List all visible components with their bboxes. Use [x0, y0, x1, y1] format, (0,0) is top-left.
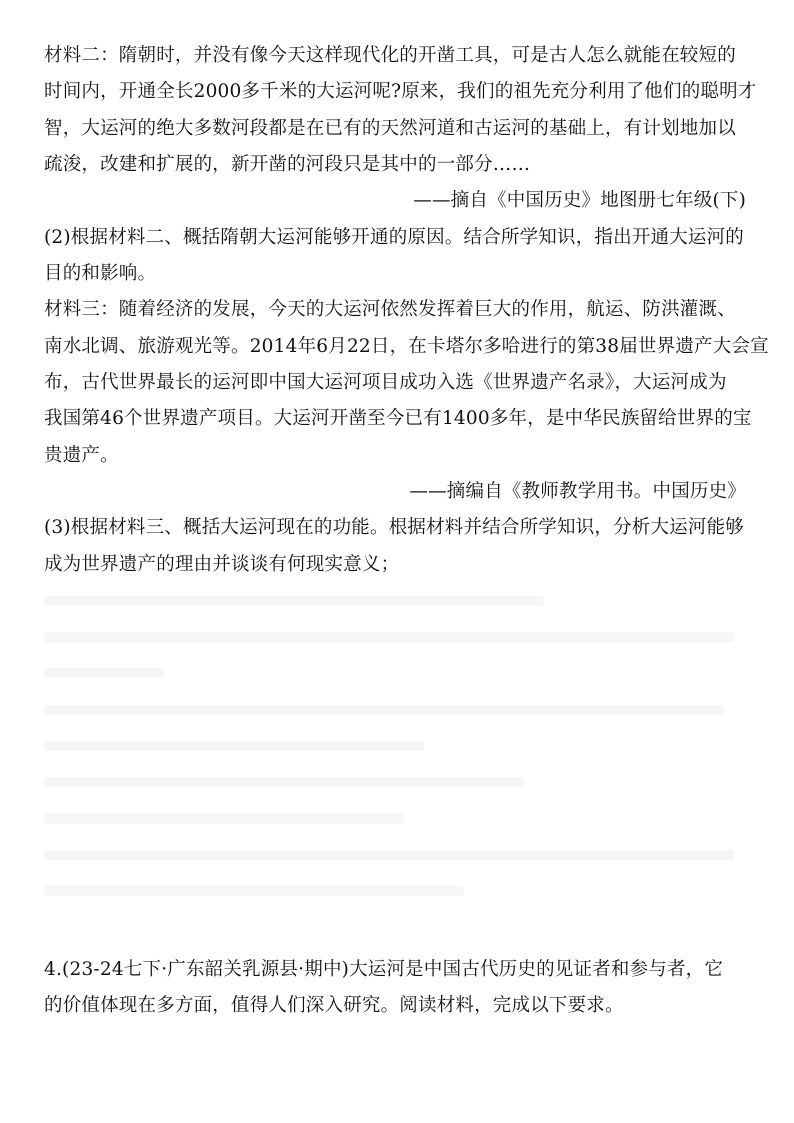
material2-line-2: 时间内，开通全长2000多千米的大运河呢?原来，我们的祖先充分利用了他们的聪明才 [44, 81, 757, 102]
faint-answer-line [44, 850, 734, 860]
question3-line-1: (3)根据材料三、概括大运河现在的功能。根据材料并结合所学知识，分析大运河能够 [44, 517, 745, 538]
question3-line-2: 成为世界遗产的理由并谈谈有何现实意义； [44, 554, 400, 575]
material2-line-3: 智，大运河的绝大多数河段都是在已有的天然河道和古运河的基础上，有计划地加以 [44, 118, 736, 139]
faint-answer-line [44, 814, 404, 824]
question2-line-2: 目的和影响。 [44, 263, 157, 284]
question4-line-1: 4.(23-24七下·广东韶关乳源县·期中)大运河是中国古代历史的见证者和参与者，它 [44, 959, 724, 980]
faint-answer-line [44, 668, 164, 678]
material3-line-1: 材料三：随着经济的发展，今天的大运河依然发挥着巨大的作用，航运、防洪灌溉、 [44, 299, 736, 320]
faint-answer-line [44, 705, 724, 715]
material3-line-2: 南水北调、旅游观光等。2014年6月22日，在卡塔尔多哈进行的第38届世界遗产大会宣 [44, 336, 769, 357]
material2-line-1: 材料二：隋朝时，并没有像今天这样现代化的开凿工具，可是古人怎么就能在较短的 [44, 45, 736, 66]
question2-line-1: (2)根据材料二、概括隋朝大运河能够开通的原因。结合所学知识，指出开通大运河的 [44, 227, 745, 248]
material2-line-4: 疏浚，改建和扩展的，新开凿的河段只是其中的一部分…… [44, 154, 531, 175]
material3-line-4: 我国第46个世界遗产项目。大运河开凿至今已有1400多年，是中华民族留给世界的宝 [44, 408, 752, 429]
faint-answer-line [44, 777, 524, 787]
question4-line-2: 的价值体现在多方面，值得人们深入研究。阅读材料，完成以下要求。 [44, 995, 624, 1016]
material3-line-5: 贵遗产。 [44, 445, 119, 466]
material3-line-3: 布，古代世界最长的运河即中国大运河项目成功入选《世界遗产名录》，大运河成为 [44, 372, 727, 393]
faint-answer-line [44, 632, 734, 642]
material2-source: ——摘自《中国历史》地图册七年级(下) [413, 190, 746, 211]
faint-answer-line [44, 741, 424, 751]
material3-source: ——摘编自《教师教学用书。中国历史》 [409, 481, 746, 502]
faint-answer-line [44, 596, 544, 606]
faint-answer-line [44, 886, 464, 896]
